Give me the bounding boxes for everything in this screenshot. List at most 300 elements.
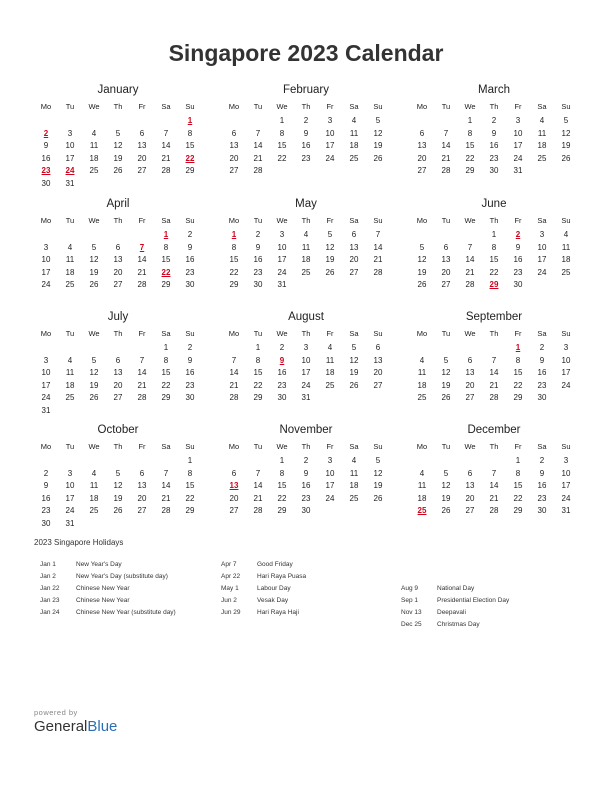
weekday-header: Fr (138, 216, 146, 225)
holiday-date: Jun 2 (221, 597, 237, 604)
day-cell: 18 (65, 380, 75, 390)
empty-cell (434, 115, 458, 128)
day-cell: 12 (113, 141, 123, 150)
weekday-header: Sa (349, 102, 359, 111)
holiday-day-cell: 7 (139, 242, 145, 252)
weekday-header: Tu (65, 329, 75, 338)
day-cell: 20 (465, 380, 475, 390)
empty-cell (482, 342, 506, 355)
holiday-date: Apr 22 (221, 573, 241, 580)
day-cell: 3 (515, 116, 521, 125)
empty-cell (58, 115, 82, 128)
day-cell: 22 (229, 267, 239, 277)
weekday-header: Tu (65, 216, 75, 225)
holiday-date: Jan 2 (40, 573, 56, 580)
day-cell: 21 (441, 153, 451, 163)
weekday-header: Th (489, 329, 499, 338)
empty-cell (482, 455, 506, 468)
empty-cell (34, 115, 58, 128)
weekday-header: Sa (537, 442, 547, 451)
day-cell: 10 (537, 242, 547, 252)
empty-cell (222, 115, 246, 128)
holiday-date: Jan 1 (40, 561, 56, 568)
holiday-row (401, 583, 509, 595)
weekday-header: Su (561, 329, 571, 338)
day-cell: 5 (115, 128, 121, 138)
day-cell: 28 (253, 506, 263, 515)
day-cell: 25 (561, 267, 571, 277)
day-cell: 28 (161, 166, 171, 175)
day-cell: 23 (41, 506, 51, 515)
day-cell: 22 (513, 380, 523, 390)
day-cell: 26 (349, 380, 359, 390)
day-cell: 21 (161, 493, 171, 503)
day-cell: 28 (137, 280, 147, 289)
day-cell: 24 (65, 506, 75, 515)
day-cell: 27 (229, 506, 239, 515)
day-cell: 23 (253, 267, 263, 277)
day-cell: 2 (303, 116, 309, 125)
day-cell: 21 (161, 153, 171, 163)
weekday-header: Sa (537, 102, 547, 111)
month-days-grid (222, 215, 390, 292)
day-cell: 28 (489, 393, 499, 402)
empty-cell (222, 455, 246, 468)
day-cell: 5 (351, 343, 357, 352)
weekday-header: Tu (253, 442, 263, 451)
day-cell: 15 (465, 141, 475, 150)
day-cell: 4 (351, 456, 357, 465)
weekday-header: We (276, 216, 288, 225)
day-cell: 23 (277, 380, 287, 390)
weekday-header: Su (373, 329, 383, 338)
month-days-grid (222, 101, 390, 178)
weekday-header: We (276, 329, 288, 338)
day-cell: 10 (41, 368, 51, 377)
day-cell: 30 (277, 393, 287, 402)
day-cell: 8 (515, 468, 521, 478)
month-june (410, 197, 578, 292)
day-cell: 14 (137, 255, 147, 264)
holiday-day-cell: 25 (417, 506, 427, 515)
day-cell: 23 (185, 380, 195, 390)
empty-cell (106, 455, 130, 468)
day-cell: 27 (373, 380, 383, 390)
weekday-header: Sa (161, 102, 171, 111)
day-cell: 30 (41, 178, 51, 188)
weekday-header: Mo (40, 102, 52, 111)
holiday-row (221, 595, 306, 607)
day-cell: 24 (277, 267, 287, 277)
holiday-day-cell: 2 (43, 128, 49, 138)
day-cell: 27 (465, 506, 475, 515)
day-cell: 31 (65, 178, 75, 188)
day-cell: 9 (303, 128, 309, 138)
day-cell: 2 (43, 468, 49, 478)
day-cell: 12 (325, 242, 335, 252)
day-cell: 10 (41, 255, 51, 264)
day-cell: 8 (187, 468, 193, 478)
day-cell: 23 (537, 380, 547, 390)
day-cell: 8 (255, 355, 261, 365)
day-cell: 3 (67, 128, 73, 138)
weekday-header: Tu (65, 442, 75, 451)
holiday-name: Hari Raya Haji (257, 609, 299, 616)
weekday-header: Th (489, 442, 499, 451)
weekday-header: Su (185, 442, 195, 451)
empty-cell (154, 455, 178, 468)
day-cell: 10 (301, 355, 311, 365)
day-cell: 23 (513, 267, 523, 277)
day-cell: 18 (561, 255, 571, 264)
brand-general: General (34, 718, 88, 735)
day-cell: 18 (301, 255, 311, 264)
weekday-header: Fr (326, 329, 334, 338)
day-cell: 8 (491, 242, 497, 252)
holiday-row (221, 559, 306, 571)
empty-cell (434, 229, 458, 242)
empty-cell (82, 342, 106, 355)
day-cell: 24 (561, 493, 571, 503)
day-cell: 20 (417, 153, 427, 163)
month-name: March (478, 84, 510, 96)
day-cell: 8 (467, 128, 473, 138)
day-cell: 29 (229, 280, 239, 289)
day-cell: 18 (349, 481, 359, 490)
weekday-header: Th (113, 442, 123, 451)
weekday-header: Mo (228, 102, 240, 111)
day-cell: 14 (229, 368, 239, 377)
month-days-grid (410, 101, 578, 178)
day-cell: 24 (537, 267, 547, 277)
holiday-day-cell: 2 (515, 230, 521, 239)
holiday-row (40, 607, 176, 619)
weekday-header: Sa (161, 329, 171, 338)
day-cell: 10 (65, 141, 75, 150)
day-cell: 8 (279, 468, 285, 478)
month-days-grid (34, 441, 202, 530)
month-days-grid (34, 101, 202, 190)
day-cell: 28 (229, 393, 239, 402)
day-cell: 16 (537, 368, 547, 377)
day-cell: 10 (561, 355, 571, 365)
day-cell: 24 (561, 380, 571, 390)
day-cell: 5 (375, 116, 381, 125)
day-cell: 29 (513, 506, 523, 515)
day-cell: 19 (89, 267, 99, 277)
day-cell: 14 (253, 481, 263, 490)
day-cell: 29 (277, 506, 287, 515)
day-cell: 18 (65, 267, 75, 277)
day-cell: 29 (161, 280, 171, 289)
day-cell: 6 (443, 242, 449, 252)
day-cell: 7 (467, 242, 473, 252)
holiday-day-cell: 1 (187, 116, 193, 125)
day-cell: 2 (187, 230, 193, 239)
day-cell: 11 (65, 368, 75, 377)
holiday-name: National Day (437, 585, 475, 592)
day-cell: 16 (185, 255, 195, 264)
day-cell: 26 (113, 506, 123, 515)
weekday-header: We (88, 216, 100, 225)
day-cell: 12 (441, 368, 451, 377)
day-cell: 9 (539, 355, 545, 365)
empty-cell (434, 455, 458, 468)
day-cell: 12 (373, 128, 383, 138)
month-may (222, 197, 390, 292)
month-name: May (295, 198, 317, 210)
empty-cell (82, 229, 106, 242)
day-cell: 20 (137, 153, 147, 163)
weekday-header: Fr (138, 442, 146, 451)
day-cell: 17 (301, 368, 311, 377)
day-cell: 3 (67, 468, 73, 478)
day-cell: 15 (277, 481, 287, 490)
month-name: July (107, 311, 129, 323)
holiday-name: Deepavali (437, 609, 466, 616)
month-days-grid (410, 441, 578, 518)
weekday-header: Su (185, 329, 195, 338)
holiday-row (221, 583, 306, 595)
day-cell: 30 (41, 518, 51, 528)
holiday-name: Hari Raya Puasa (257, 573, 307, 580)
day-cell: 5 (115, 468, 121, 478)
holiday-day-cell: 1 (163, 230, 169, 239)
day-cell: 6 (139, 128, 145, 138)
weekday-header: Fr (514, 216, 522, 225)
holiday-date: May 1 (221, 585, 239, 592)
day-cell: 3 (539, 230, 545, 239)
holiday-date: Nov 13 (401, 609, 422, 616)
day-cell: 25 (301, 267, 311, 277)
day-cell: 20 (465, 493, 475, 503)
holiday-date: Apr 7 (221, 561, 237, 568)
day-cell: 14 (137, 368, 147, 377)
weekday-header: Tu (441, 329, 451, 338)
holiday-date: Jan 22 (40, 585, 60, 592)
day-cell: 24 (513, 153, 523, 163)
day-cell: 31 (513, 166, 523, 175)
day-cell: 3 (43, 355, 49, 365)
day-cell: 15 (161, 255, 171, 264)
day-cell: 4 (91, 468, 97, 478)
day-cell: 17 (277, 255, 287, 264)
day-cell: 13 (417, 141, 427, 150)
month-days-grid (222, 328, 390, 405)
day-cell: 27 (137, 506, 147, 515)
day-cell: 1 (163, 343, 169, 352)
day-cell: 4 (419, 355, 425, 365)
day-cell: 6 (375, 343, 381, 352)
day-cell: 26 (373, 153, 383, 163)
weekday-header: Tu (253, 102, 263, 111)
empty-cell (154, 115, 178, 128)
day-cell: 13 (349, 242, 359, 252)
day-cell: 11 (417, 481, 427, 490)
empty-cell (410, 229, 434, 242)
holiday-name: Labour Day (257, 585, 291, 592)
weekday-header: Su (373, 442, 383, 451)
day-cell: 24 (41, 280, 51, 289)
day-cell: 21 (229, 380, 239, 390)
month-name: September (465, 311, 523, 323)
day-cell: 29 (161, 393, 171, 402)
day-cell: 26 (325, 267, 335, 277)
day-cell: 15 (161, 368, 171, 377)
day-cell: 2 (491, 116, 497, 125)
weekday-header: We (88, 329, 100, 338)
day-cell: 16 (253, 255, 263, 264)
day-cell: 30 (185, 393, 195, 402)
empty-cell (410, 455, 434, 468)
empty-cell (106, 229, 130, 242)
day-cell: 8 (187, 128, 193, 138)
weekday-header: Tu (441, 102, 451, 111)
day-cell: 19 (373, 141, 383, 150)
day-cell: 4 (539, 116, 545, 125)
day-cell: 17 (561, 368, 571, 377)
empty-cell (58, 229, 82, 242)
empty-cell (58, 455, 82, 468)
weekday-header: Su (373, 216, 383, 225)
weekday-header: Fr (514, 442, 522, 451)
day-cell: 9 (43, 141, 49, 150)
weekday-header: Th (113, 216, 123, 225)
weekday-header: Su (373, 102, 383, 111)
day-cell: 16 (301, 481, 311, 490)
weekday-header: Sa (537, 329, 547, 338)
day-cell: 19 (89, 380, 99, 390)
holiday-column-3 (401, 583, 509, 631)
day-cell: 8 (231, 242, 237, 252)
weekday-header: Th (489, 102, 499, 111)
weekday-header: Tu (441, 216, 451, 225)
day-cell: 27 (417, 166, 427, 175)
day-cell: 22 (161, 380, 171, 390)
day-cell: 18 (349, 141, 359, 150)
day-cell: 20 (441, 267, 451, 277)
day-cell: 24 (41, 393, 51, 402)
holiday-name: Chinese New Year (substitute day) (76, 609, 176, 616)
month-name: January (97, 84, 139, 96)
day-cell: 14 (161, 481, 171, 490)
day-cell: 27 (113, 393, 123, 402)
day-cell: 25 (65, 280, 75, 289)
day-cell: 14 (441, 141, 451, 150)
day-cell: 28 (465, 280, 475, 289)
day-cell: 15 (185, 141, 195, 150)
holiday-row (401, 619, 509, 631)
weekday-header: We (88, 442, 100, 451)
day-cell: 26 (113, 166, 123, 175)
weekday-header: Mo (228, 329, 240, 338)
day-cell: 12 (89, 368, 99, 377)
weekday-header: Su (185, 216, 195, 225)
holiday-row (221, 607, 306, 619)
day-cell: 17 (325, 481, 335, 490)
day-cell: 23 (185, 267, 195, 277)
day-cell: 26 (373, 493, 383, 503)
day-cell: 5 (419, 242, 425, 252)
day-cell: 17 (41, 267, 51, 277)
empty-cell (130, 229, 154, 242)
day-cell: 25 (349, 493, 359, 503)
weekday-header: Mo (228, 216, 240, 225)
weekday-header: Th (301, 216, 311, 225)
day-cell: 14 (373, 242, 383, 252)
day-cell: 14 (465, 255, 475, 264)
day-cell: 30 (301, 506, 311, 515)
weekday-header: Th (301, 102, 311, 111)
month-november (222, 423, 390, 518)
weekday-header: Fr (514, 329, 522, 338)
day-cell: 15 (489, 255, 499, 264)
holidays-title: 2023 Singapore Holidays (34, 538, 124, 547)
day-cell: 15 (185, 481, 195, 490)
day-cell: 6 (231, 468, 237, 478)
holiday-row (221, 571, 306, 583)
empty-cell (106, 342, 130, 355)
weekday-header: Mo (40, 216, 52, 225)
month-name: November (279, 424, 333, 436)
day-cell: 18 (537, 141, 547, 150)
weekday-header: We (276, 442, 288, 451)
day-cell: 23 (301, 493, 311, 503)
day-cell: 20 (349, 255, 359, 264)
month-name: April (106, 198, 130, 210)
day-cell: 5 (91, 242, 97, 252)
day-cell: 21 (465, 267, 475, 277)
weekday-header: Fr (326, 442, 334, 451)
day-cell: 29 (185, 506, 195, 515)
day-cell: 19 (417, 267, 427, 277)
day-cell: 20 (113, 380, 123, 390)
day-cell: 14 (489, 481, 499, 490)
empty-cell (246, 455, 270, 468)
day-cell: 16 (277, 368, 287, 377)
day-cell: 31 (301, 393, 311, 402)
day-cell: 26 (89, 393, 99, 402)
month-january (34, 83, 202, 190)
day-cell: 6 (139, 468, 145, 478)
day-cell: 10 (277, 242, 287, 252)
day-cell: 3 (563, 343, 569, 352)
month-march (410, 83, 578, 178)
weekday-header: Mo (40, 442, 52, 451)
day-cell: 24 (325, 153, 335, 163)
month-september (410, 310, 578, 405)
weekday-header: Th (113, 329, 123, 338)
day-cell: 16 (537, 481, 547, 490)
day-cell: 7 (443, 128, 449, 138)
day-cell: 11 (89, 141, 99, 150)
day-cell: 7 (491, 468, 497, 478)
day-cell: 1 (187, 456, 193, 465)
empty-cell (58, 342, 82, 355)
weekday-header: Su (185, 102, 195, 111)
day-cell: 22 (465, 153, 475, 163)
day-cell: 16 (41, 153, 51, 163)
day-cell: 10 (65, 481, 75, 490)
weekday-header: Tu (253, 329, 263, 338)
day-cell: 22 (513, 493, 523, 503)
day-cell: 24 (325, 493, 335, 503)
generalblue-logo[interactable] (34, 718, 117, 735)
day-cell: 22 (185, 493, 195, 503)
day-cell: 19 (561, 141, 571, 150)
day-cell: 6 (467, 355, 473, 365)
day-cell: 2 (279, 343, 285, 352)
